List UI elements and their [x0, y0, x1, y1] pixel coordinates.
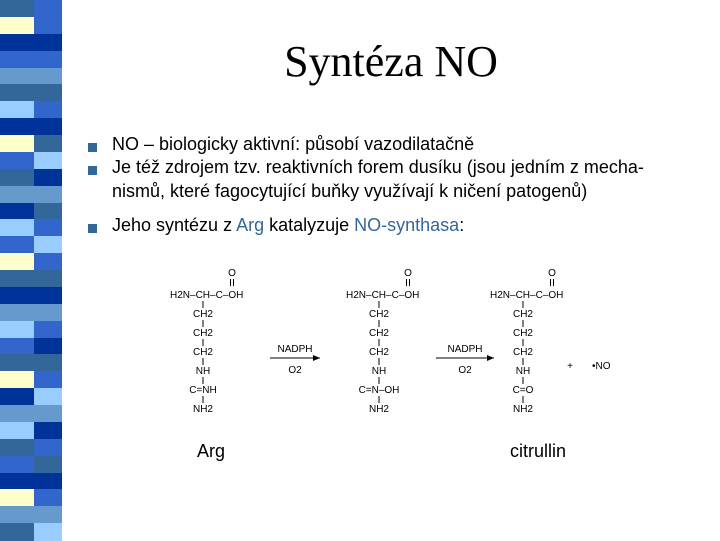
- stripe-block: [0, 354, 62, 371]
- stripe-block-left: [0, 169, 34, 186]
- stripe-block: [0, 236, 62, 253]
- citrulline-carbonyl-oxygen: O: [548, 268, 556, 279]
- bullet-1: NO – biologicky aktivní: působí vazodilatačně: [112, 134, 475, 154]
- stripe-block-left: [0, 101, 34, 118]
- stripe-block-right: [34, 253, 62, 270]
- stripe-block-right: [34, 68, 62, 85]
- citrulline-backbone: H2N–CH–C–OH: [490, 290, 564, 301]
- stripe-block-left: [0, 456, 34, 473]
- stripe-block: [0, 101, 62, 118]
- stripe-block-left: [0, 405, 34, 422]
- stripe-block-right: [34, 506, 62, 523]
- stripe-block: [0, 118, 62, 135]
- stripe-block: [0, 422, 62, 439]
- stripe-block-right: [34, 0, 62, 17]
- stripe-block-right: [34, 439, 62, 456]
- bullet-icon: [88, 166, 97, 175]
- stripe-block: [0, 371, 62, 388]
- arginine-group: CH2: [192, 309, 214, 320]
- stripe-block-right: [34, 219, 62, 236]
- stripe-block-left: [0, 219, 34, 236]
- arrow-1-head: [313, 355, 320, 361]
- decorative-stripe: [0, 0, 62, 540]
- stripe-block-right: [34, 338, 62, 355]
- citrullin-label: citrullin: [510, 441, 567, 461]
- hydroxyarginine-group: NH: [371, 366, 387, 377]
- slide-title: Syntéza NO: [284, 37, 498, 86]
- citrulline-group: NH2: [512, 404, 534, 415]
- arginine-backbone: H2N–CH–C–OH: [170, 290, 244, 301]
- stripe-block: [0, 473, 62, 490]
- stripe-block-right: [34, 354, 62, 371]
- arrow-2-oxygen: O2: [458, 365, 472, 376]
- stripe-block: [0, 152, 62, 169]
- stripe-block-left: [0, 439, 34, 456]
- arginine-group: C=NH: [189, 385, 217, 396]
- nitric-oxide-product: •NO: [592, 361, 611, 372]
- stripe-block-left: [0, 0, 34, 17]
- bullet-2-line-2: nismů, které fagocytující buňky využívají k ničení patogenů): [112, 181, 588, 201]
- stripe-block: [0, 253, 62, 270]
- stripe-block-left: [0, 489, 34, 506]
- stripe-block-right: [34, 321, 62, 338]
- bullet-icon: [88, 224, 97, 233]
- stripe-block-right: [34, 270, 62, 287]
- stripe-block-left: [0, 118, 34, 135]
- stripe-block-right: [34, 135, 62, 152]
- stripe-block-left: [0, 354, 34, 371]
- citrulline-group: CH2: [512, 328, 534, 339]
- stripe-block-left: [0, 473, 34, 490]
- stripe-block: [0, 51, 62, 68]
- stripe-block: [0, 304, 62, 321]
- reaction-scheme: [160, 262, 630, 432]
- arrow-2-head: [487, 355, 494, 361]
- hydroxyarginine-group: CH2: [368, 347, 390, 358]
- stripe-block-right: [34, 34, 62, 51]
- bullet-2-line-1: Je též zdrojem tzv. reaktivních forem dusíku (jsou jedním z mecha-: [112, 157, 644, 177]
- stripe-block-left: [0, 34, 34, 51]
- arginine-group: NH2: [192, 404, 214, 415]
- stripe-block-right: [34, 473, 62, 490]
- stripe-block: [0, 388, 62, 405]
- arginine-carbonyl-oxygen: O: [228, 268, 236, 279]
- stripe-block-left: [0, 523, 34, 540]
- arginine-group: NH: [195, 366, 211, 377]
- hydroxyarginine-backbone: H2N–CH–C–OH: [346, 290, 420, 301]
- stripe-block-left: [0, 51, 34, 68]
- stripe-block: [0, 523, 62, 540]
- stripe-block-right: [34, 456, 62, 473]
- stripe-block-left: [0, 68, 34, 85]
- stripe-block: [0, 0, 62, 17]
- arrow-2-cofactor: NADPH: [447, 344, 483, 355]
- stripe-block-left: [0, 84, 34, 101]
- stripe-block-left: [0, 304, 34, 321]
- hydroxyarginine-group: NH2: [368, 404, 390, 415]
- stripe-block: [0, 17, 62, 34]
- stripe-block-right: [34, 489, 62, 506]
- stripe-block-left: [0, 253, 34, 270]
- arrow-1-oxygen: O2: [288, 365, 302, 376]
- stripe-block: [0, 135, 62, 152]
- stripe-block-right: [34, 152, 62, 169]
- bullet-3-prefix: Jeho syntézu z: [112, 215, 237, 235]
- stripe-block-right: [34, 118, 62, 135]
- stripe-block: [0, 338, 62, 355]
- stripe-block: [0, 169, 62, 186]
- stripe-block: [0, 68, 62, 85]
- stripe-block-right: [34, 169, 62, 186]
- stripe-block-left: [0, 203, 34, 220]
- hydroxyarginine-group: CH2: [368, 328, 390, 339]
- bullet-3-middle: katalyzuje: [264, 215, 355, 235]
- no-synthasa-link[interactable]: NO-synthasa: [354, 215, 460, 235]
- stripe-block-left: [0, 321, 34, 338]
- stripe-block-left: [0, 186, 34, 203]
- stripe-block-left: [0, 338, 34, 355]
- hydroxyarginine-group: CH2: [368, 309, 390, 320]
- stripe-block: [0, 506, 62, 523]
- arg-label: Arg: [197, 441, 226, 461]
- stripe-block-left: [0, 135, 34, 152]
- citrulline-group: C=O: [512, 385, 534, 396]
- stripe-block: [0, 186, 62, 203]
- stripe-block-left: [0, 236, 34, 253]
- arg-link[interactable]: Arg: [236, 215, 265, 235]
- stripe-block-right: [34, 84, 62, 101]
- stripe-block-left: [0, 506, 34, 523]
- citrulline-group: CH2: [512, 347, 534, 358]
- stripe-block: [0, 270, 62, 287]
- bullet-3-suffix: :: [459, 215, 465, 235]
- stripe-block-left: [0, 17, 34, 34]
- plus-sign: +: [567, 361, 573, 372]
- stripe-block: [0, 405, 62, 422]
- stripe-block-right: [34, 101, 62, 118]
- stripe-block-right: [34, 523, 62, 540]
- arginine-group: CH2: [192, 328, 214, 339]
- stripe-block-left: [0, 371, 34, 388]
- hydroxyarginine-carbonyl-oxygen: O: [404, 268, 412, 279]
- stripe-block-left: [0, 388, 34, 405]
- hydroxyarginine-group: C=N–OH: [358, 385, 400, 396]
- stripe-block-left: [0, 152, 34, 169]
- stripe-block: [0, 321, 62, 338]
- stripe-block-left: [0, 422, 34, 439]
- citrulline-group: CH2: [512, 309, 534, 320]
- arginine-group: CH2: [192, 347, 214, 358]
- stripe-block: [0, 34, 62, 51]
- stripe-block-right: [34, 405, 62, 422]
- arrow-1-cofactor: NADPH: [277, 344, 313, 355]
- stripe-block-right: [34, 422, 62, 439]
- stripe-block-right: [34, 287, 62, 304]
- stripe-block: [0, 489, 62, 506]
- stripe-block: [0, 219, 62, 236]
- stripe-block-left: [0, 270, 34, 287]
- stripe-block: [0, 456, 62, 473]
- stripe-block: [0, 287, 62, 304]
- stripe-block: [0, 84, 62, 101]
- stripe-block-right: [34, 17, 62, 34]
- stripe-block-right: [34, 51, 62, 68]
- stripe-block-right: [34, 186, 62, 203]
- citrulline-group: NH: [515, 366, 531, 377]
- stripe-block-right: [34, 203, 62, 220]
- stripe-block-right: [34, 304, 62, 321]
- stripe-block-right: [34, 388, 62, 405]
- stripe-block: [0, 439, 62, 456]
- stripe-block-left: [0, 287, 34, 304]
- stripe-block-right: [34, 371, 62, 388]
- bullet-3: [112, 214, 464, 237]
- stripe-block-right: [34, 236, 62, 253]
- stripe-block: [0, 203, 62, 220]
- bullet-icon: [88, 143, 97, 152]
